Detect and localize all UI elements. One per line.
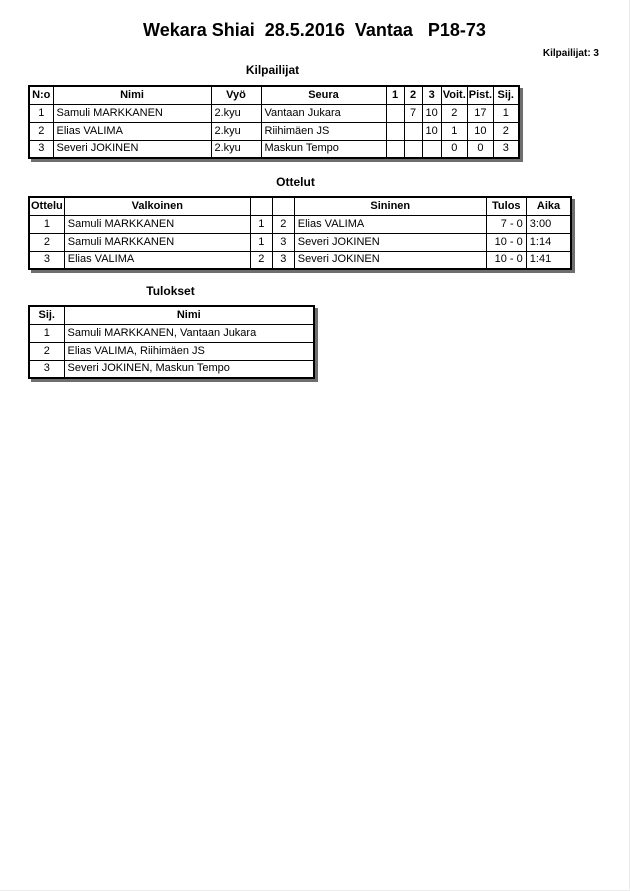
table-row [29,140,519,158]
tulokset-table [28,305,315,379]
cell-tulos: 7 - 0 [486,215,526,233]
cell-no: 1 [29,104,53,122]
tulokset-header-row [29,306,314,324]
col-header-white-number [250,197,272,215]
cell-seura: Riihimäen JS [261,122,386,140]
page-title: Wekara Shiai 28.5.2016 Vantaa P18-73 [143,20,486,40]
cell-tulos: 10 - 0 [486,233,526,251]
cell-voit: 0 [441,140,467,158]
col-header-2: 2 [404,86,422,104]
cell-pist: 10 [467,122,493,140]
cell-blue-number: 3 [272,251,294,269]
table-row [29,215,571,233]
cell-aika: 1:14 [526,233,571,251]
col-header-3: 3 [422,86,441,104]
cell-no: 2 [29,122,53,140]
col-header-tulos: Tulos [486,197,526,215]
ottelut-header-row [29,197,571,215]
cell-vyo: 2.kyu [211,140,261,158]
col-header-voit: Voit. [441,86,467,104]
col-header-sininen: Sininen [294,197,486,215]
cell-score-1 [386,122,404,140]
col-header-1: 1 [386,86,404,104]
col-header-nimi: Nimi [53,86,211,104]
table-row [29,360,314,378]
col-header-aika: Aika [526,197,571,215]
cell-pist: 0 [467,140,493,158]
col-header-no: N:o [29,86,53,104]
cell-sij: 3 [494,140,519,158]
cell-score-2 [404,140,422,158]
cell-nimi: Severi JOKINEN, Maskun Tempo [64,360,314,378]
col-header-sij: Sij. [29,306,64,324]
cell-vyo: 2.kyu [211,104,261,122]
cell-voit: 2 [441,104,467,122]
col-header-ottelu: Ottelu [29,197,64,215]
cell-voit: 1 [441,122,467,140]
col-header-pist: Pist. [467,86,493,104]
cell-nimi: Severi JOKINEN [53,140,211,158]
cell-valkoinen: Samuli MARKKANEN [64,233,250,251]
col-header-seura: Seura [261,86,386,104]
col-header-blue-number [272,197,294,215]
cell-sij: 1 [494,104,519,122]
cell-score-2: 7 [404,104,422,122]
cell-sininen: Severi JOKINEN [294,233,486,251]
table-row [29,251,571,269]
cell-score-1 [386,140,404,158]
cell-vyo: 2.kyu [211,122,261,140]
table-row [29,342,314,360]
cell-match-number: 1 [29,215,64,233]
cell-nimi: Elias VALIMA [53,122,211,140]
table-row [29,233,571,251]
table-row [29,324,314,342]
ottelut-heading: Ottelut [276,175,315,189]
cell-pist: 17 [467,104,493,122]
cell-sininen: Severi JOKINEN [294,251,486,269]
cell-sij: 2 [29,342,64,360]
cell-score-3 [422,140,441,158]
cell-aika: 3:00 [526,215,571,233]
cell-match-number: 2 [29,233,64,251]
cell-seura: Vantaan Jukara [261,104,386,122]
cell-score-1 [386,104,404,122]
cell-score-2 [404,122,422,140]
cell-sij: 2 [494,122,519,140]
col-header-vyo: Vyö [211,86,261,104]
kilpailijat-header-row [29,86,519,104]
kilpailijat-table [28,85,520,159]
ottelut-table [28,196,572,270]
cell-sij: 1 [29,324,64,342]
cell-white-number: 1 [250,233,272,251]
cell-valkoinen: Samuli MARKKANEN [64,215,250,233]
cell-nimi: Elias VALIMA, Riihimäen JS [64,342,314,360]
cell-aika: 1:41 [526,251,571,269]
table-row [29,122,519,140]
cell-sij: 3 [29,360,64,378]
kilpailijat-heading: Kilpailijat [245,63,300,77]
cell-blue-number: 2 [272,215,294,233]
cell-score-3: 10 [422,104,441,122]
cell-white-number: 2 [250,251,272,269]
col-header-sij: Sij. [494,86,519,104]
cell-nimi: Samuli MARKKANEN [53,104,211,122]
col-header-valkoinen: Valkoinen [64,197,250,215]
cell-no: 3 [29,140,53,158]
cell-match-number: 3 [29,251,64,269]
table-row [29,104,519,122]
col-header-nimi: Nimi [64,306,314,324]
competitors-count-label: Kilpailijat: 3 [542,48,599,59]
cell-tulos: 10 - 0 [486,251,526,269]
cell-sininen: Elias VALIMA [294,215,486,233]
tulokset-heading: Tulokset [146,284,195,298]
cell-nimi: Samuli MARKKANEN, Vantaan Jukara [64,324,314,342]
cell-score-3: 10 [422,122,441,140]
cell-seura: Maskun Tempo [261,140,386,158]
cell-white-number: 1 [250,215,272,233]
cell-blue-number: 3 [272,233,294,251]
cell-valkoinen: Elias VALIMA [64,251,250,269]
